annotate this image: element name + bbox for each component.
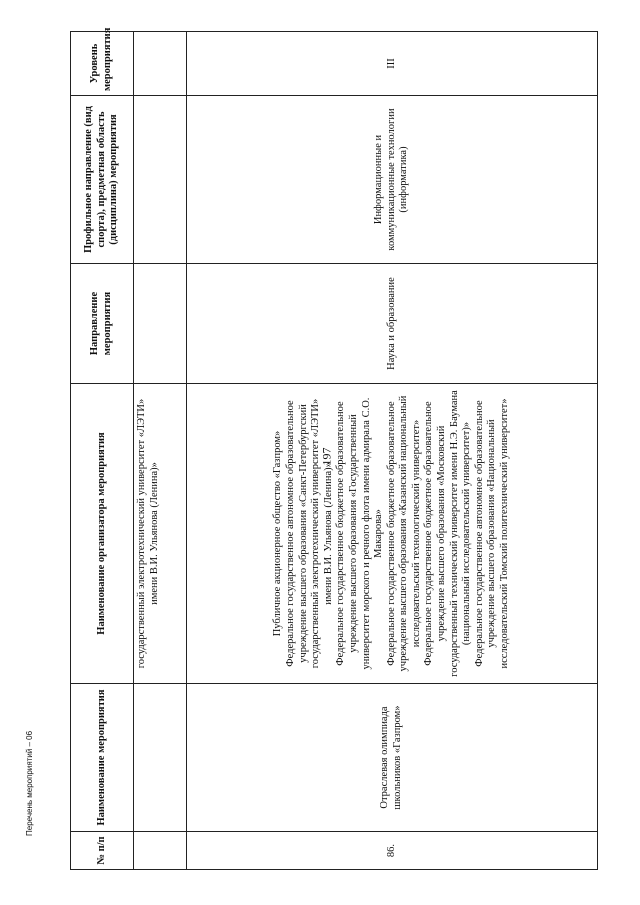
table-row: [187, 32, 598, 870]
row-event-name: Отраслевая олимпиада школьников «Газпром»: [187, 684, 598, 832]
cont-direction: [134, 264, 187, 384]
organizer-item: Федеральное государственное автономное образовательное учреждение высшего образования «Национальный исследовательский Томский политехнический университет»: [473, 398, 511, 669]
header-direction: Направление мероприятия: [71, 264, 134, 384]
row-profile: Информационные и коммуникационные технологии (информатика): [187, 96, 598, 264]
header-event-name: Наименование мероприятия: [71, 684, 134, 832]
organizer-item: Федеральное государственное бюджетное образовательное учреждение высшего образования «Государственный университет морского и речного флота имени адмирала С.О. Макарова»: [335, 397, 385, 670]
continuation-row: [134, 32, 187, 870]
row-direction: Наука и образование: [187, 264, 598, 384]
footer-note: Перечень мероприятий – 06: [25, 730, 34, 836]
cont-profile: [134, 96, 187, 264]
header-organizer: Наименование организатора мероприятия: [71, 384, 134, 684]
organizer-item: Федеральное государственное бюджетное образовательное учреждение высшего образования «Казанский национальный исследовательский технологический университет»: [385, 395, 422, 672]
header-num: № п/п: [71, 832, 134, 870]
cont-event-name: [134, 684, 187, 832]
organizer-item: Публичное акционерное общество «Газпром»: [272, 430, 284, 637]
table-header-row: [71, 32, 134, 870]
page-number: 197: [319, 447, 334, 466]
row-organizers: [187, 384, 598, 684]
cont-organizer: государственный электротехнический университет «ЛЭТИ» имени В.И. Ульянова (Ленина)»: [134, 384, 187, 684]
events-table: [70, 27, 598, 870]
organizer-item: Федеральное государственное автономное образовательное учреждение высшего образования «Санкт-Петербургский государственный электротехнический университет «ЛЭТИ» имени В.И. Ульянова (Ленина)»: [284, 398, 334, 669]
row-level: III: [187, 32, 598, 96]
organizer-item: Федеральное государственное бюджетное образовательное учреждение высшего образования «Московский государственный технический университет имени Н.Э. Баумана (национальный исследовательский университет)»: [423, 390, 473, 677]
cont-level: [134, 32, 187, 96]
cont-num: [134, 832, 187, 870]
header-profile: Профильное направление (вид спорта), предметная область (дисциплина) мероприятия: [71, 96, 134, 264]
row-num: 86.: [187, 832, 598, 870]
header-level: Уровень мероприятия: [71, 32, 134, 96]
rotated-table-container: [70, 27, 598, 870]
